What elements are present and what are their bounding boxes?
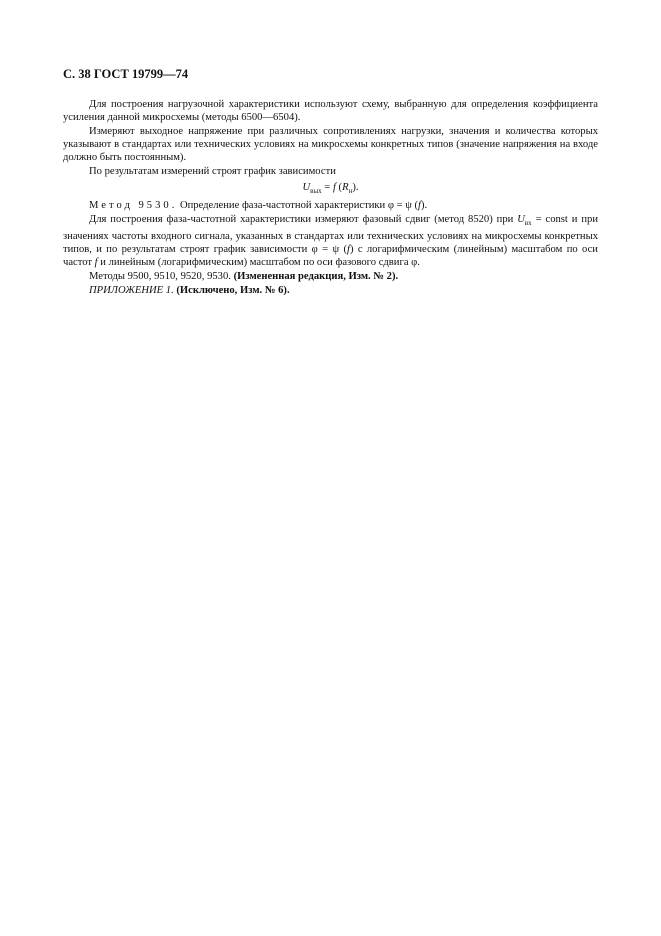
methods-revision-note: (Измененная редакция, Изм. № 2).	[233, 271, 399, 283]
paragraph-appendix-1	[63, 284, 598, 297]
paragraph-output-voltage: Измеряют выходное напряжение при различных сопротивлениях нагрузки, значения и количества которых указывают в стандартах или технических условиях на микросхемы конкретных типов (значение напряжения на входе должно быть постоянным).	[63, 126, 598, 163]
phase-frequency-middle2: ) с логарифмическим (линейным) масштабом по оси частот	[63, 244, 598, 269]
page-header: С. 38 ГОСТ 19799—74	[63, 67, 189, 81]
phase-frequency-u	[517, 214, 532, 228]
phase-frequency-f1: f	[346, 244, 350, 256]
formula-u-subscript: вых	[310, 187, 322, 196]
formula-r-subscript: н	[348, 187, 353, 196]
phase-frequency-start: Для построения фаза-частотной характеристики измеряют фазовый сдвиг (метод 8520) при	[89, 214, 518, 226]
method-9530-end: ).	[421, 200, 428, 212]
paragraph-methods-revision	[63, 270, 598, 283]
phase-frequency-end: и линейным (логарифмическим) масштабом по оси фазового сдвига φ.	[97, 257, 420, 269]
paragraph-load-characteristic: Для построения нагрузочной характеристики используют схему, выбранную для определения коэффициента усиления данной микросхемы (методы 6500—6504).	[63, 99, 598, 123]
appendix-1-label: ПРИЛОЖЕНИЕ 1.	[89, 285, 174, 297]
document-body	[63, 98, 598, 297]
phase-frequency-middle: = const и при значениях частоты входного сигнала, указанных в стандартах или технических условиях на микросхемы конкретных типов, и по результатам строят график зависимости φ = ψ (	[63, 214, 598, 256]
phase-frequency-f2: f	[94, 257, 98, 269]
formula-open: (	[335, 182, 343, 193]
paragraph-graph-intro: По результатам измерений строят график зависимости	[89, 166, 336, 177]
paragraph-phase-frequency	[63, 213, 598, 269]
paragraph-method-9530	[63, 199, 598, 212]
formula-f: f	[332, 182, 336, 193]
formula-r: R	[342, 182, 349, 193]
method-9530-f: f	[418, 200, 421, 212]
formula-close: ).	[352, 182, 359, 193]
phase-frequency-u-letter: U	[517, 214, 525, 226]
formula-output-voltage	[63, 181, 598, 198]
method-9530-text: Определение фаза-частотной характеристики φ = ψ (	[177, 200, 419, 212]
formula-u: U	[302, 182, 311, 193]
appendix-1-note: (Исключено, Изм. № 6).	[173, 285, 290, 297]
methods-revision-text: Методы 9500, 9510, 9520, 9530.	[89, 271, 234, 283]
phase-frequency-u-subscript: вх	[524, 219, 532, 228]
method-9530-label: Метод 9530.	[89, 200, 178, 212]
formula-equals: =	[321, 182, 333, 193]
